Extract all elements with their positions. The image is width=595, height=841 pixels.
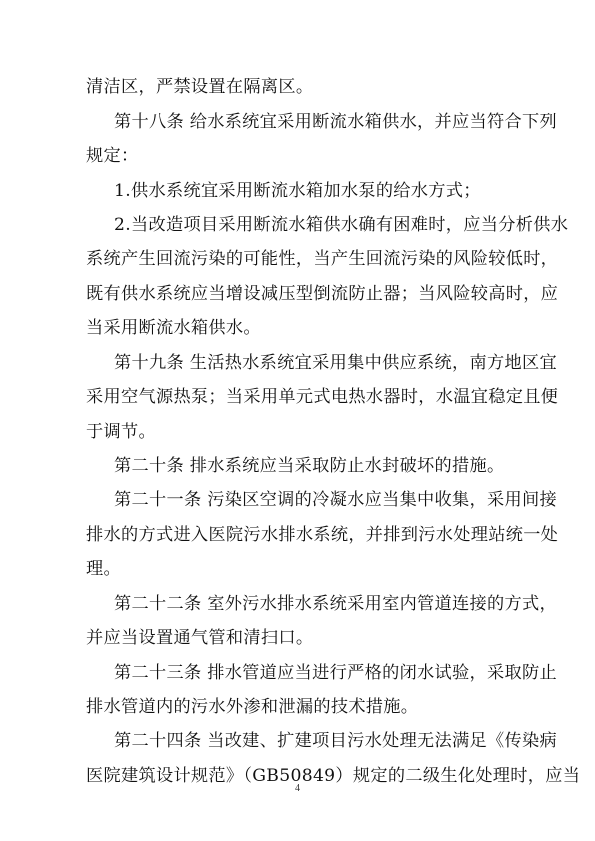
article-21-heading-line: 第二十一条 污染区空调的冷凝水应当集中收集，采用间接	[114, 490, 557, 510]
article-23-heading-line: 第二十三条 排水管道应当进行严格的闭水试验，采取防止	[114, 663, 557, 683]
article-19-heading-line: 第十九条 生活热水系统宜采用集中供应系统，南方地区宜	[114, 353, 557, 373]
text-line: 规定：	[86, 146, 139, 166]
article-18-heading-line: 第十八条 给水系统宜采用断流水箱供水，并应当符合下列	[114, 112, 557, 132]
text-line: 清洁区，严禁设置在隔离区。	[86, 77, 314, 97]
text-line: 排水管道内的污水外渗和泄漏的技术措施。	[86, 697, 419, 717]
text-line: 理。	[86, 559, 121, 579]
text-line: 当采用断流水箱供水。	[86, 318, 261, 338]
text-line: 并应当设置通气管和清扫口。	[86, 628, 314, 648]
article-24-heading-line: 第二十四条 当改建、扩建项目污水处理无法满足《传染病	[114, 731, 557, 751]
list-item: 1.供水系统宜采用断流水箱加水泵的给水方式；	[114, 181, 481, 201]
text-line: 系统产生回流污染的可能性，当产生回流污染的风险较低时，	[86, 249, 559, 269]
text-line: 采用空气源热泵；当采用单元式电热水器时，水温宜稳定且便	[86, 387, 559, 407]
text-line: 排水的方式进入医院污水排水系统，并排到污水处理站统一处	[86, 525, 559, 545]
list-item: 2.当改造项目采用断流水箱供水确有困难时，应当分析供水	[114, 215, 569, 235]
article-20-line: 第二十条 排水系统应当采取防止水封破坏的措施。	[114, 456, 505, 476]
page-number: 4	[295, 783, 300, 794]
text-line: 医院建筑设计规范》（GB50849）规定的二级生化处理时，应当	[86, 766, 581, 786]
article-22-heading-line: 第二十二条 室外污水排水系统采用室内管道连接的方式，	[114, 594, 557, 614]
text-line: 既有供水系统应当增设减压型倒流防止器；当风险较高时，应	[86, 284, 559, 304]
text-line: 于调节。	[86, 422, 156, 442]
